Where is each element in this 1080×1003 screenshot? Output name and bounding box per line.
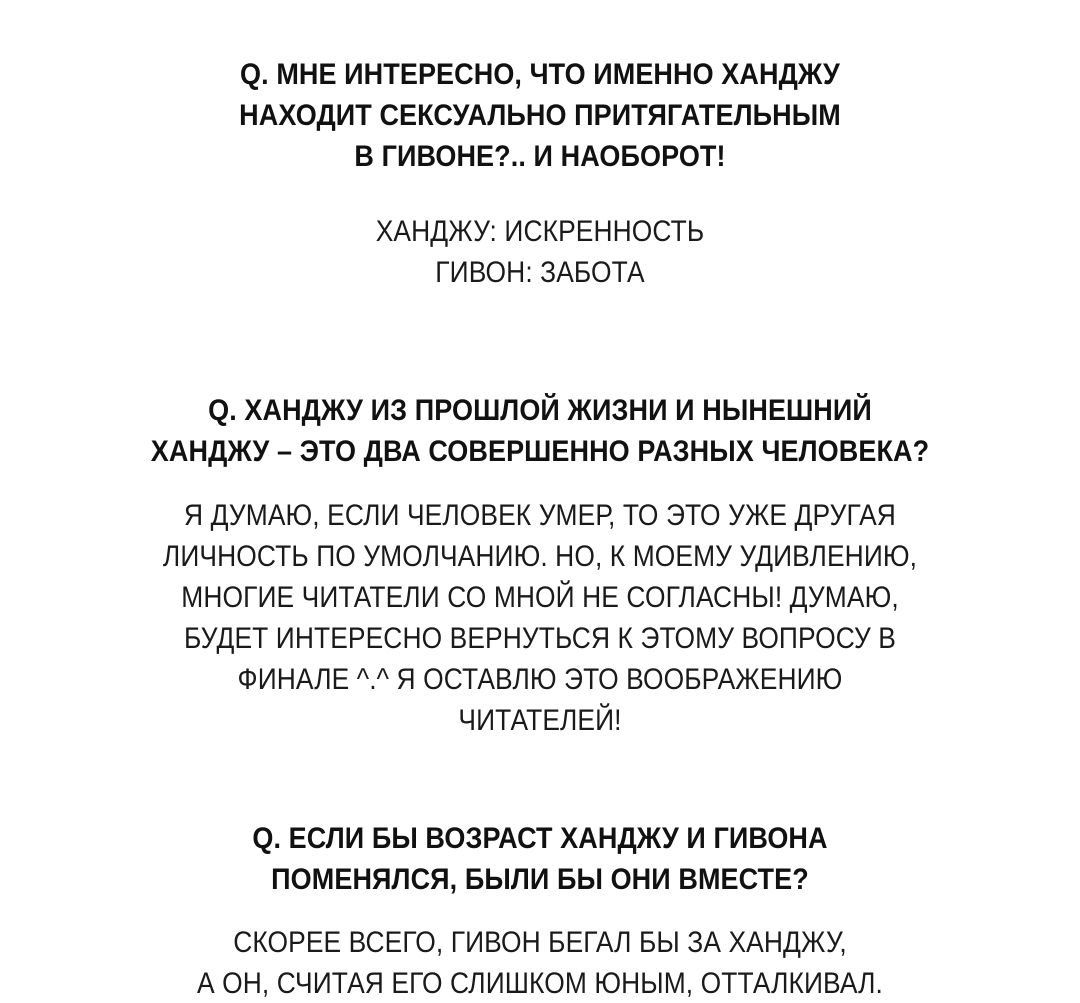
answer-line: А ОН, СЧИТАЯ ЕГО СЛИШКОМ ЮНЫМ, ОТТАЛКИВАЛ. [197, 967, 883, 1000]
question-line: ПОМЕНЯЛСЯ, БЫЛИ БЫ ОНИ ВМЕСТЕ? [271, 863, 809, 896]
qa-block-1 [0, 54, 1080, 293]
answer-line: ЧИТАТЕЛЕЙ! [458, 704, 622, 737]
qa-block-3 [0, 818, 1080, 1003]
question-line: ХАНДЖУ – ЭТО ДВА СОВЕРШЕННО РАЗНЫХ ЧЕЛОВЕКА? [150, 435, 930, 468]
answer-line: Я ДУМАЮ, ЕСЛИ ЧЕЛОВЕК УМЕР, ТО ЭТО УЖЕ ДРУГАЯ [184, 499, 896, 532]
answer-text-1 [65, 211, 1015, 293]
answer-line: ФИНАЛЕ ^.^ Я ОСТАВЛЮ ЭТО ВООБРАЖЕНИЮ [237, 663, 843, 696]
question-line: НАХОДИТ СЕКСУАЛЬНО ПРИТЯГАТЕЛЬНЫМ [239, 99, 841, 132]
question-heading-3 [54, 818, 1026, 900]
question-heading-2 [54, 390, 1026, 472]
question-heading-1 [54, 54, 1026, 177]
answer-line: ХАНДЖУ: ИСКРЕННОСТЬ [375, 215, 705, 248]
question-line: Q. ХАНДЖУ ИЗ ПРОШЛОЙ ЖИЗНИ И НЫНЕШНИЙ [208, 394, 872, 427]
answer-line: БУДЕТ ИНТЕРЕСНО ВЕРНУТЬСЯ К ЭТОМУ ВОПРОСУ В [183, 622, 897, 655]
question-line: Q. МНЕ ИНТЕРЕСНО, ЧТО ИМЕННО ХАНДЖУ [240, 58, 840, 91]
question-line: Q. ЕСЛИ БЫ ВОЗРАСТ ХАНДЖУ И ГИВОНА [252, 822, 828, 855]
question-line: В ГИВОНЕ?.. И НАОБОРОТ! [354, 140, 726, 173]
answer-line: ЛИЧНОСТЬ ПО УМОЛЧАНИЮ. НО, К МОЕМУ УДИВЛЕНИЮ, [162, 540, 918, 573]
answer-line: ГИВОН: ЗАБОТА [435, 256, 645, 289]
qa-block-2 [0, 390, 1080, 741]
answer-line: МНОГИЕ ЧИТАТЕЛИ СО МНОЙ НЕ СОГЛАСНЫ! ДУМАЮ, [181, 581, 899, 614]
answer-line: СКОРЕЕ ВСЕГО, ГИВОН БЕГАЛ БЫ ЗА ХАНДЖУ, [233, 926, 847, 959]
answer-text-2 [65, 495, 1015, 741]
answer-text-3 [65, 922, 1015, 1003]
